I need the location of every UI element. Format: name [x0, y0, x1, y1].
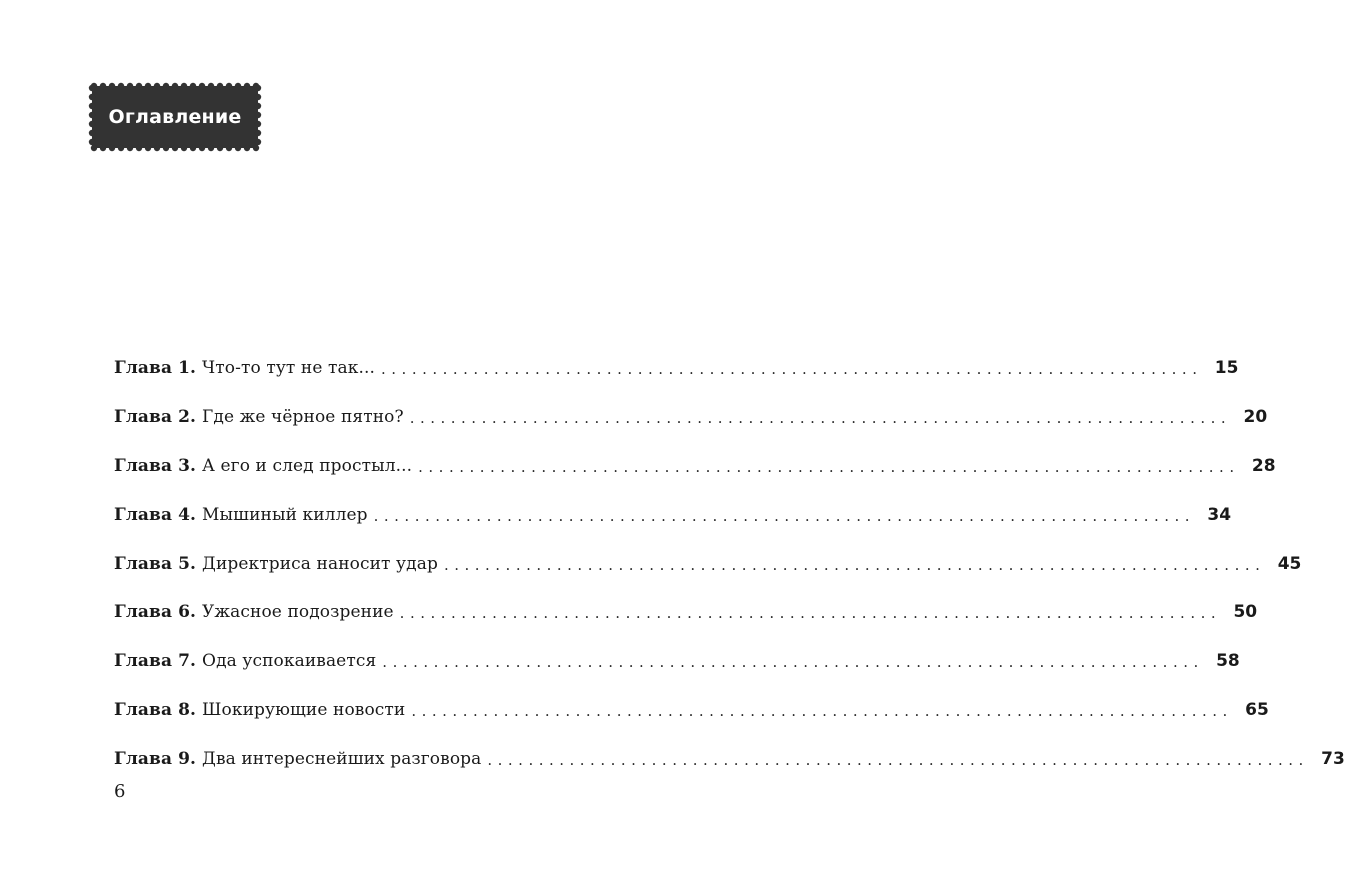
page-number: 6: [114, 781, 126, 802]
chapter-title: А его и след простыл...: [202, 455, 413, 476]
toc-entry[interactable]: [114, 490, 1232, 539]
toc-entry[interactable]: [114, 637, 1240, 686]
chapter-title: Где же чёрное пятно?: [202, 407, 404, 428]
chapter-label: Глава 7.: [114, 651, 197, 672]
dot-leader: ................................................................................: [411, 701, 1233, 720]
chapter-page-number: 58: [1216, 651, 1240, 672]
chapter-page-number: 20: [1243, 407, 1268, 428]
chapter-title: Ужасное подозрение: [202, 602, 394, 623]
toc-entry[interactable]: [114, 686, 1269, 735]
dot-leader: ................................................................................: [381, 360, 1203, 379]
dot-leader: ................................................................................: [443, 555, 1266, 574]
chapter-title: Мышиный киллер: [202, 504, 368, 525]
chapter-label: Глава 2.: [114, 407, 197, 428]
contents-heading: Оглавление: [108, 106, 242, 128]
chapter-label: Глава 5.: [114, 553, 197, 574]
toc-entry[interactable]: [114, 393, 1268, 442]
contents-stamp: [86, 80, 264, 154]
chapter-title: Ода успокаивается: [202, 651, 377, 672]
chapter-title: Что-то тут не так...: [202, 358, 376, 379]
toc-entry[interactable]: [114, 442, 1276, 491]
toc-entry[interactable]: [114, 539, 1302, 588]
chapter-page-number: 65: [1245, 699, 1269, 720]
chapter-title: Два интереснейших разговора: [202, 748, 482, 769]
chapter-page-number: 50: [1233, 602, 1258, 623]
toc-entry[interactable]: [114, 588, 1258, 637]
dot-leader: ................................................................................: [399, 604, 1222, 623]
dot-leader: ................................................................................: [373, 506, 1196, 525]
chapter-label: Глава 4.: [114, 504, 197, 525]
toc-entry[interactable]: [114, 734, 1345, 783]
dot-leader: ................................................................................: [418, 457, 1240, 476]
chapter-label: Глава 1.: [114, 358, 197, 379]
toc-entry[interactable]: [114, 344, 1239, 393]
chapter-label: Глава 6.: [114, 602, 197, 623]
chapter-title: Шокирующие новости: [202, 699, 406, 720]
chapter-page-number: 45: [1277, 553, 1302, 574]
table-of-contents: [114, 344, 1345, 783]
dot-leader: ................................................................................: [382, 653, 1204, 672]
chapter-page-number: 15: [1214, 358, 1239, 379]
chapter-label: Глава 3.: [114, 455, 197, 476]
chapter-page-number: 28: [1251, 455, 1276, 476]
chapter-label: Глава 9.: [114, 748, 197, 769]
dot-leader: ................................................................................: [409, 409, 1232, 428]
dot-leader: ................................................................................: [487, 750, 1309, 769]
chapter-page-number: 73: [1321, 748, 1345, 769]
chapter-label: Глава 8.: [114, 699, 197, 720]
chapter-page-number: 34: [1207, 504, 1232, 525]
chapter-title: Директриса наносит удар: [202, 553, 438, 574]
